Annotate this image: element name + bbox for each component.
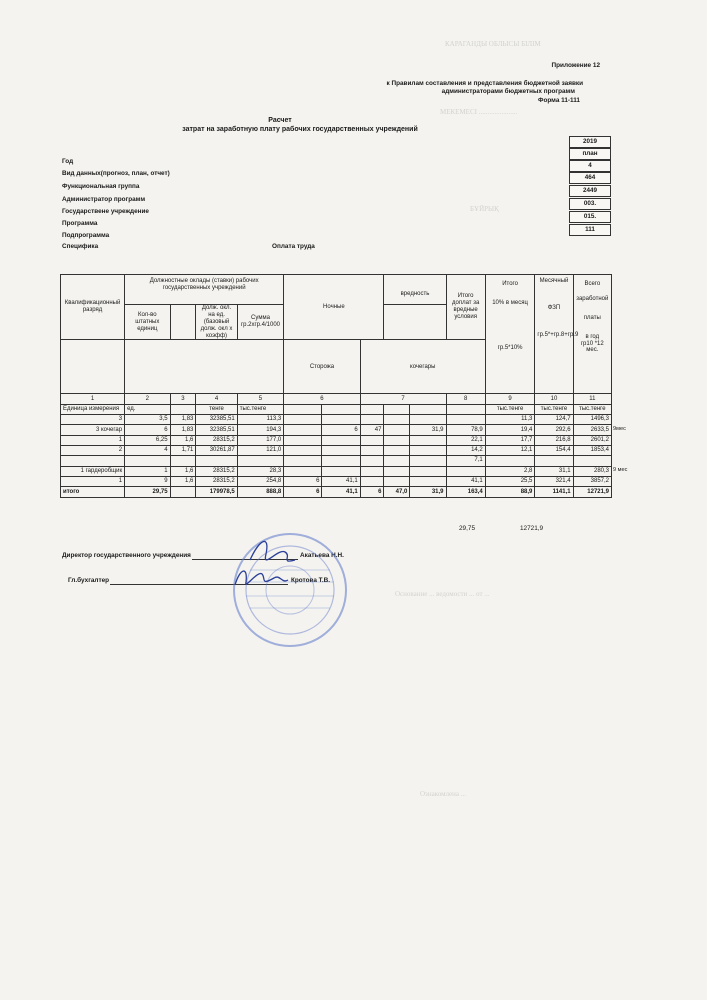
cell-grade: [61, 456, 125, 466]
table-row: [61, 476, 612, 486]
info-value-data-type: план: [569, 148, 611, 160]
header-year-title: Всего: [584, 281, 601, 287]
cell-empty: [384, 445, 410, 455]
table-row: [61, 435, 612, 445]
col-number: 2: [125, 394, 170, 404]
total-cell: [170, 487, 196, 498]
header-empty: [170, 305, 196, 340]
row-note: 9 мес: [613, 467, 628, 474]
cell-units: 3,5: [125, 415, 170, 425]
cell-coef: [170, 456, 196, 466]
cell-n2: [322, 466, 360, 476]
cell-month: 292,6: [535, 425, 573, 435]
header-year-sub3: в год: [585, 333, 600, 340]
cell-units: 6,25: [125, 435, 170, 445]
col-number: 11: [573, 394, 611, 404]
header-harm-lower: [384, 305, 446, 340]
cell-sum: [237, 456, 284, 466]
cell-units: 4: [125, 445, 170, 455]
cell-harm: [410, 456, 446, 466]
form-number: Форма 11-111: [538, 97, 580, 104]
total-units: 29,75: [125, 487, 170, 498]
total-harm: 31,9: [410, 487, 446, 498]
cell-n3: [360, 435, 384, 445]
units-row: [61, 404, 612, 414]
cell-coef: 1,6: [170, 476, 196, 486]
info-value-program: 003.: [569, 198, 611, 210]
cell-grade: 1: [61, 435, 125, 445]
specifics-name: Оплата труда: [272, 243, 315, 250]
col-number: 7: [360, 394, 446, 404]
accountant-name: Кротова Т.В.: [291, 577, 331, 584]
col-number: 6: [284, 394, 360, 404]
info-value-year: 2019: [569, 136, 611, 148]
cell-extra: [446, 415, 485, 425]
cell-units: [125, 456, 170, 466]
cell-harm: [410, 466, 446, 476]
cell-sum: 254,8: [237, 476, 284, 486]
unit-cell: тыс.тенге: [535, 404, 573, 414]
info-label-program: Программа: [62, 220, 98, 227]
cell-harm: [410, 415, 446, 425]
cell-extra: 41,1: [446, 476, 485, 486]
cell-grade: 3: [61, 415, 125, 425]
info-label-func-group: Функциональная группа: [62, 183, 140, 190]
col-number: 1: [61, 394, 125, 404]
cell-salary: 28315,2: [196, 476, 237, 486]
rules-line: к Правилам составления и представления бюджетной заявки: [386, 80, 583, 87]
cell-empty: [384, 435, 410, 445]
cell-extra: 22,1: [446, 435, 485, 445]
cell-units: 6: [125, 425, 170, 435]
table-row: [61, 415, 612, 425]
unit-cell: ед.: [125, 404, 170, 414]
cell-sum: 28,3: [237, 466, 284, 476]
header-blank-2: [125, 340, 284, 394]
units-total-below: 29,75: [459, 525, 475, 532]
total-night3: 6: [360, 487, 384, 498]
cell-month: 124,7: [535, 415, 573, 425]
cell-units: 1: [125, 466, 170, 476]
unit-cell: тенге: [196, 404, 237, 414]
info-label-year: Год: [62, 158, 74, 165]
cell-coef: 1,6: [170, 435, 196, 445]
unit-cell: [410, 404, 446, 414]
cell-grade: 1: [61, 476, 125, 486]
header-year-sub1: заработной: [576, 295, 609, 302]
cell-year: [573, 456, 611, 466]
cell-n3: 47: [360, 425, 384, 435]
cell-n2: [322, 456, 360, 466]
accountant-label: Гл.бухгалтер: [68, 577, 110, 584]
header-stoker: кочегары: [360, 340, 485, 394]
total-label: итого: [61, 487, 125, 498]
header-year: [573, 275, 611, 394]
info-value-specifics: 111: [569, 224, 611, 236]
cell-n2: [322, 435, 360, 445]
header-units: Кол-во штатных единиц: [125, 305, 170, 340]
cell-n3: [360, 445, 384, 455]
cell-p10: 2,8: [485, 466, 535, 476]
cell-n1: [284, 466, 322, 476]
cell-empty: [384, 415, 410, 425]
admin-line: администраторами бюджетных программ: [441, 88, 575, 95]
cell-p10: 12,1: [485, 445, 535, 455]
cell-extra: 7,1: [446, 456, 485, 466]
cell-grade: 3 кочегар: [61, 425, 125, 435]
cell-year: 1853,4: [573, 445, 611, 455]
info-value-institution: 2449: [569, 185, 611, 197]
col-number: 10: [535, 394, 573, 404]
appendix-label: Приложение 12: [551, 62, 600, 69]
unit-cell: тыс.тенге: [237, 404, 284, 414]
header-pct10-sub: 10% в месяц: [492, 299, 528, 306]
header-total-extra: Итого доплат за вредные условия: [446, 275, 485, 340]
header-harm: вредность: [384, 275, 446, 305]
total-night1: 6: [284, 487, 322, 498]
cell-n1: [284, 415, 322, 425]
header-sum: Сумма гр.2хгр.4/1000: [237, 305, 284, 340]
total-pct10: 88,9: [485, 487, 535, 498]
cell-salary: [196, 456, 237, 466]
cell-n2: 6: [322, 425, 360, 435]
cell-harm: [410, 476, 446, 486]
cell-extra: 78,9: [446, 425, 485, 435]
cell-coef: 1,6: [170, 466, 196, 476]
cell-coef: 1,71: [170, 445, 196, 455]
cell-month: 154,4: [535, 445, 573, 455]
accountant-signature-icon: [230, 560, 290, 595]
cell-n3: [360, 476, 384, 486]
document-title: Расчет: [268, 117, 292, 124]
cell-extra: 14,2: [446, 445, 485, 455]
header-monthly-formula: гр.5*+гр.8+гр.9: [537, 331, 579, 338]
cell-empty: [384, 466, 410, 476]
cell-coef: 1,83: [170, 425, 196, 435]
header-blank-1: [61, 340, 125, 394]
cell-p10: 25,5: [485, 476, 535, 486]
cell-year: 3857,2: [573, 476, 611, 486]
unit-cell: [322, 404, 360, 414]
unit-cell: [170, 404, 196, 414]
cell-grade: 1 гардеробщик: [61, 466, 125, 476]
cell-sum: 113,3: [237, 415, 284, 425]
unit-cell: тыс.тенге: [485, 404, 535, 414]
total-extra: 163,4: [446, 487, 485, 498]
header-fzp: ФЗП: [547, 304, 561, 311]
cell-n2: 41,1: [322, 476, 360, 486]
salary-table: [60, 274, 612, 498]
cell-salary: 32385,51: [196, 425, 237, 435]
col-number: 8: [446, 394, 485, 404]
col-number: 3: [170, 394, 196, 404]
table-row: [61, 456, 612, 466]
cell-month: 31,1: [535, 466, 573, 476]
col-number: 9: [485, 394, 535, 404]
cell-sum: 121,0: [237, 445, 284, 455]
cell-p10: 19,4: [485, 425, 535, 435]
info-label-specifics: Специфика: [62, 243, 99, 250]
unit-cell: [384, 404, 410, 414]
cell-year: 1496,3: [573, 415, 611, 425]
info-label-administrator: Администратор программ: [62, 196, 146, 203]
unit-cell: тыс.тенге: [573, 404, 611, 414]
cell-sum: 177,0: [237, 435, 284, 445]
cell-harm: [410, 435, 446, 445]
header-salary-per-unit: Долж. окл. на ед. (базовый долж. окл х коэфф): [196, 305, 237, 340]
cell-salary: 28315,2: [196, 466, 237, 476]
total-sum: 888,8: [237, 487, 284, 498]
header-year-formula: гр10 *12 мес.: [580, 340, 604, 354]
cell-n2: [322, 445, 360, 455]
cell-empty: [384, 476, 410, 486]
cell-n1: 6: [284, 476, 322, 486]
total-year: 12721,9: [573, 487, 611, 498]
col-number: 5: [237, 394, 284, 404]
cell-harm: 31,9: [410, 425, 446, 435]
header-pct10-formula: гр.5*10%: [497, 344, 523, 351]
cell-empty: [384, 456, 410, 466]
header-qualification: Квалификационный разряд: [61, 275, 125, 340]
info-value-subprogram: 015.: [569, 211, 611, 223]
cell-n1: [284, 435, 322, 445]
cell-units: 9: [125, 476, 170, 486]
table-row: [61, 466, 612, 476]
cell-n2: [322, 415, 360, 425]
cell-month: 216,8: [535, 435, 573, 445]
total-night4: 47,0: [384, 487, 410, 498]
column-number-row: [61, 394, 612, 404]
unit-cell: [284, 404, 322, 414]
cell-salary: 28315,2: [196, 435, 237, 445]
info-value-func-group: 4: [569, 160, 611, 172]
cell-salary: 30261,87: [196, 445, 237, 455]
document-subtitle: затрат на заработную плату рабочих государственных учреждений: [182, 126, 418, 133]
cell-n3: [360, 456, 384, 466]
header-year-sub2: платы: [583, 314, 601, 321]
director-name: Акатьева Н.Н.: [300, 552, 344, 559]
cell-extra: [446, 466, 485, 476]
info-value-administrator: 464: [569, 172, 611, 184]
director-label: Директор государственного учреждения: [62, 552, 191, 559]
cell-year: 2601,2: [573, 435, 611, 445]
info-label-subprogram: Подпрограмма: [62, 232, 110, 239]
cell-month: 321,4: [535, 476, 573, 486]
cell-month: [535, 456, 573, 466]
header-night: Ночные: [284, 275, 384, 340]
cell-harm: [410, 445, 446, 455]
table-row: [61, 425, 612, 435]
header-pct10: [485, 275, 535, 394]
total-salary: 179978,5: [196, 487, 237, 498]
cell-n1: [284, 425, 322, 435]
cell-grade: 2: [61, 445, 125, 455]
cell-year: 280,3: [573, 466, 611, 476]
cell-n3: [360, 415, 384, 425]
info-label-institution: Государствене учреждение: [62, 208, 149, 215]
info-label-data-type: Вид данных(прогноз, план, отчет): [62, 170, 170, 177]
header-monthly: [535, 275, 579, 394]
cell-empty: [384, 425, 410, 435]
cell-salary: 32385,51: [196, 415, 237, 425]
header-monthly-title: Месячный: [539, 278, 569, 284]
unit-cell: [360, 404, 384, 414]
cell-p10: 11,3: [485, 415, 535, 425]
cell-p10: 17,7: [485, 435, 535, 445]
cell-year: 2633,5: [573, 425, 611, 435]
cell-sum: 194,3: [237, 425, 284, 435]
total-month: 1141,1: [535, 487, 573, 498]
unit-cell: [446, 404, 485, 414]
year-total-below: 12721,9: [520, 525, 544, 532]
header-salaries: Должностные оклады (ставки) рабочих государственных учреждений: [125, 275, 284, 305]
cell-n1: [284, 445, 322, 455]
total-row: [61, 487, 612, 498]
units-label: Единица измерения: [61, 404, 125, 414]
col-number: 4: [196, 394, 237, 404]
cell-n3: [360, 466, 384, 476]
header-pct10-title: Итого: [502, 281, 518, 287]
cell-p10: [485, 456, 535, 466]
cell-n1: [284, 456, 322, 466]
cell-coef: 1,83: [170, 415, 196, 425]
total-night2: 41,1: [322, 487, 360, 498]
table-row: [61, 445, 612, 455]
row-note: 9мес: [613, 425, 626, 432]
header-guard: Сторожа: [284, 340, 360, 394]
